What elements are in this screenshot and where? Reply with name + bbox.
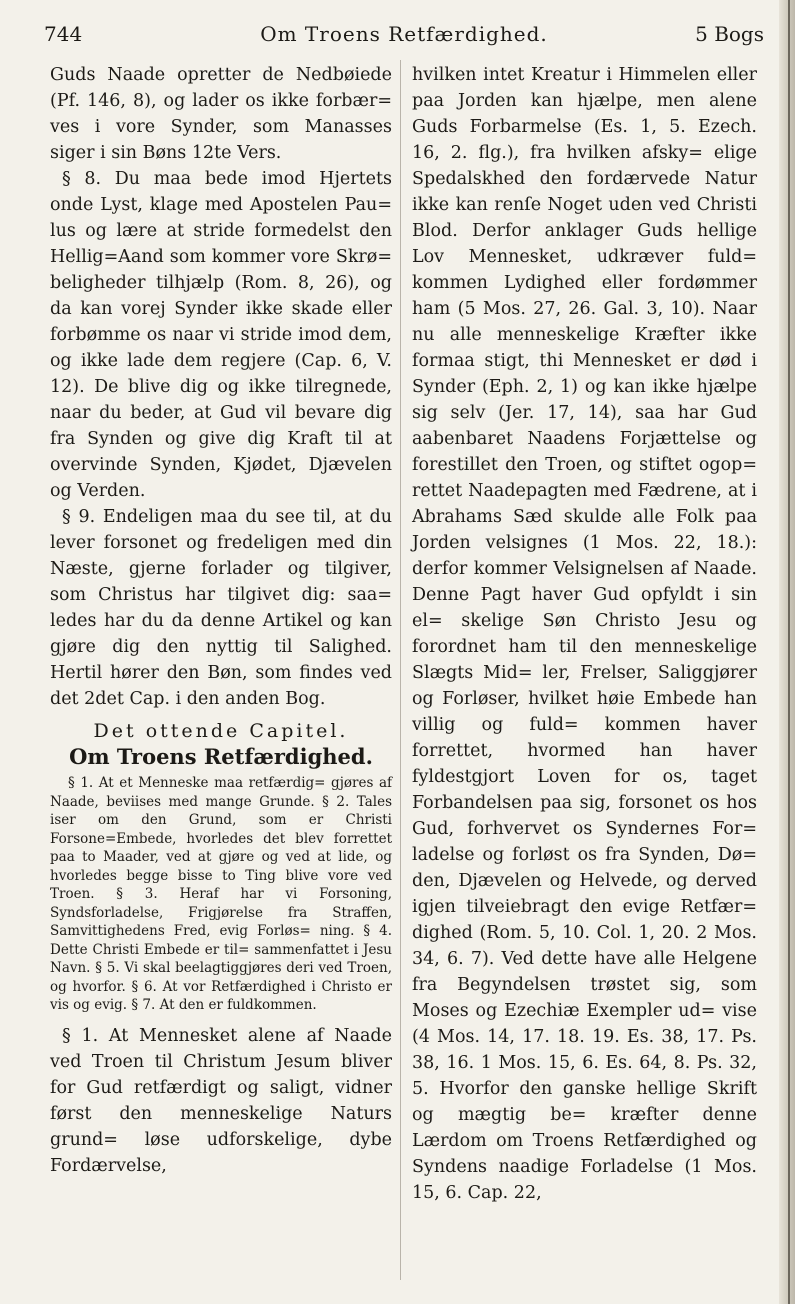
paragraph: Guds Naade opretter de Nedbøiede (Pf. 146, 8), og lader os ikke forbær= ves i vore Synder, som Manasses siger i sin Bøns 12te Vers. [50,65,392,163]
binding-line [788,0,790,1304]
paragraph: § 1. At Mennesket alene af Naade ved Troen til Christum Jesum bliver for Gud retfærdigt og saligt, vidner først den menneskelige Naturs grund= løse udforskelige, dybe Fordærvelse, [50,1025,392,1176]
running-header [44,22,764,52]
left-column [50,62,392,1179]
right-column [412,62,757,1206]
paragraph: hvilken intet Kreatur i Himmelen eller paa Jorden kan hjælpe, men alene Guds Forbarmelse (Es. 1, 5. Ezech. 16, 2. flg.), fra hvilken afsky= elige Spedalskhed den fordærvede Natur ikke kan renſe Noget uden ved Christi Blod. Derfor anklager Guds hellige Lov Mennesket, udkræver fuld= kommen Lydighed eller fordømmer ham (5 Mos. 27, 26. Gal. 3, 10). Naar nu alle menneskelige Kræfter ikke formaa stigt, thi Mennesket er død i Synder (Eph. 2, 1) og kan ikke hjælpe sig selv (Jer. 17, 14), saa har Gud aabenbaret Naadens Forjættelse og forestillet den Troen, og stiftet ogop= rettet Naadepagten med Fædrene, at i Abrahams Sæd skulde alle Folk paa Jorden velsignes (1 Mos. 22, 18.): derfor kommer Velsignelsen af Naade. Denne Pagt haver Gud opfyldt i sin el= skelige Søn Christo Jesu og forordnet ham til den menneskelige Slægts Mid= ler, Frelser, Saliggjører og Forløser, hvilket høie Embede han villig og fuld= kommen haver forrettet, hvormed han haver fyldestgjort Loven for os, taget Forbandelsen paa sig, forsonet os hos Gud, forhvervet os Syndernes For= ladelse og forløst os fra Synden, Dø= den, Djævelen og Helvede, og derved igjen tilveiebragt den evige Retfær= dighed (Rom. 5, 10. Col. 1, 20. 2 Mos. 34, 6. 7). Ved dette have alle Helgene fra Begyndelsen trøstet sig, som Moses og Ezechiæ Exempler ud= vise (4 Mos. 14, 17. 18. 19. Es. 38, 17. Ps. 38, 16. 1 Mos. 15, 6. Es. 64, 8. Ps. 32, 5. Hvorfor den ganske hellige Skrift og mægtig be= kræfter denne Lærdom om Troens Retfærdighed og Syndens naadige Forladelse (1 Mos. 15, 6. Cap. 22, [412,65,757,1203]
running-title: Om Troens Retfærdighed. [260,22,548,46]
book-marker: 5 Bogs [695,22,764,46]
page-edge [779,0,795,1304]
column-divider [400,60,401,1280]
paragraph: § 9. Endeligen maa du see til, at du lever forsonet og fredeligen med din Næste, gjerne forlader og tilgiver, som Christus har tilgivet dig: saa= ledes har du da denne Artikel og kan gjøre dig den nyttig til Salighed. Hertil hører den Bøn, som findes ved det 2det Cap. i den anden Bog. [50,507,392,709]
chapter-heading: Det ottende Capitel. [93,720,349,742]
page-number: 744 [44,22,83,46]
chapter-summary: § 1. At et Menneske maa retfærdig= gjøres af Naade, beviises med mange Grunde. § 2. Tales iser om den Grund, som er Christi Forsone=Embede, hvorledes det blev forrettet paa to Maader, ved at gjøre og ved at lide, og hvorledes begge bisse to Ting blive vore ved Troen. § 3. Heraf har vi Forsoning, Syndsforladelse, Frigjørelse fra Straffen, Samvittighedens Fred, evig Forløs= ning. § 4. Dette Christi Embede er til= sammenfattet i Jesu Navn. § 5. Vi skal beelagtiggjøres deri ved Troen, og hvorfor. § 6. At vor Retfærdighed i Christo er vis og evig. § 7. At den er fuldkommen. [50,775,392,1013]
chapter-title: Om Troens Retfærdighed. [69,744,373,769]
paragraph: § 8. Du maa bede imod Hjertets onde Lyst, klage med Apostelen Pau= lus og lære at stride formedelst den Hellig=Aand som kommer vore Skrø= beligheder tilhjælp (Rom. 8, 26), og da kan vorej Synder ikke skade eller forbømme os naar vi stride imod dem, og ikke lade dem regjere (Cap. 6, V. 12). De blive dig og ikke tilregnede, naar du beder, at Gud vil bevare dig fra Synden og give dig Kraft til at overvinde Synden, Kjødet, Djævelen og Verden. [50,169,392,501]
